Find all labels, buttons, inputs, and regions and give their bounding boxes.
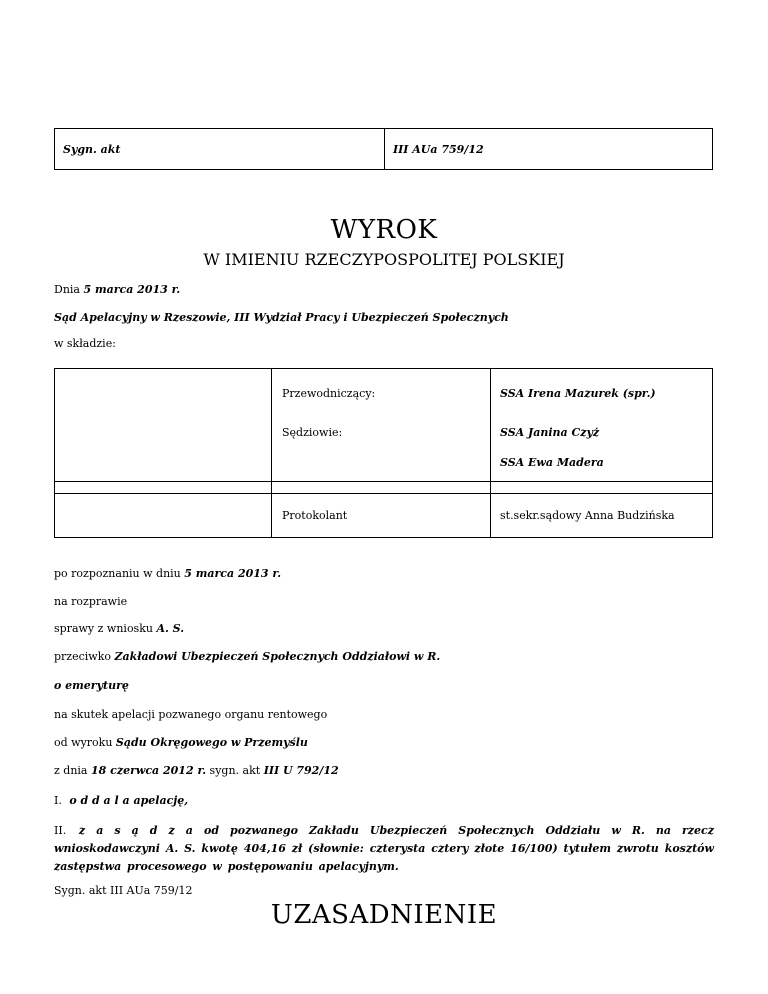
document-subtitle: W IMIENIU RZECZYPOSPOLITEJ POLSKIEJ <box>203 250 565 269</box>
hearing-type: na rozprawie <box>54 595 128 608</box>
respondent: Zakładowi Ubezpieczeń Społecznych Oddziałowi w R. <box>114 650 441 663</box>
lower-file-number: III U 792/12 <box>263 764 339 777</box>
ruling-1-number: I. <box>54 794 62 807</box>
composition-intro: w składzie: <box>54 337 116 350</box>
hearing-prefix: po rozpoznaniu w dniu <box>54 567 185 580</box>
ruling-2-text: z a s ą d z a od pozwanego Zakładu Ubezpieczeń Społecznych Oddziału w R. na rzecz wnioskodawczyni A. S. kwotę 404,16 zł (słownie: czterysta cztery złote 16/100) tytułem zwrotu kosztów zastępstwa procesowego w postępowaniu apelacyjnym. <box>54 824 715 873</box>
table-divider <box>271 369 272 537</box>
footer-case-number: Sygn. akt III AUa 759/12 <box>54 884 193 897</box>
lower-court: Sądu Okręgowego w Przemyślu <box>115 736 308 749</box>
table-divider <box>384 129 385 169</box>
of-date-prefix: z dnia <box>54 764 91 777</box>
case-label: Sygn. akt <box>63 143 121 156</box>
ruling-2 <box>54 822 714 876</box>
court-name: Sąd Apelacyjny w Rzeszowie, III Wydział Pracy i Ubezpieczeń Społecznych <box>54 311 509 324</box>
date-line <box>54 283 180 296</box>
judges-label: Sędziowie: <box>282 426 343 439</box>
document-title: WYROK <box>330 215 438 245</box>
lower-judgment-date: 18 czerwca 2012 r. <box>91 764 207 777</box>
justification-title: UZASADNIENIE <box>270 900 498 930</box>
against-prefix: przeciwko <box>54 650 115 663</box>
file-prefix: sygn. akt <box>206 764 264 777</box>
clerk-label: Protokolant <box>282 509 348 522</box>
applicant: A. S. <box>156 622 185 635</box>
case-prefix: sprawy z wniosku <box>54 622 157 635</box>
case-number-table <box>54 128 713 170</box>
table-divider <box>490 369 491 537</box>
clerk-value: st.sekr.sądowy Anna Budzińska <box>500 509 675 522</box>
lower-court-line <box>54 736 308 749</box>
hearing-date: 5 marca 2013 r. <box>184 567 282 580</box>
ruling-1-text: o d d a l a apelację, <box>69 794 189 807</box>
composition-table <box>54 368 713 538</box>
appeal-line: na skutek apelacji pozwanego organu rentowego <box>54 708 328 721</box>
ruling-2-number: II. <box>54 824 67 837</box>
judge-1: SSA Janina Czyż <box>500 426 600 439</box>
applicant-line <box>54 622 184 635</box>
table-divider <box>55 481 712 482</box>
respondent-line <box>54 650 440 663</box>
judgment-prefix: od wyroku <box>54 736 116 749</box>
ruling-1 <box>54 794 188 807</box>
case-number: III AUa 759/12 <box>393 143 484 156</box>
date-prefix: Dnia <box>54 283 84 296</box>
chair-label: Przewodniczący: <box>282 387 376 400</box>
case-subject: o emeryturę <box>54 679 129 692</box>
table-divider <box>55 493 712 494</box>
judge-2: SSA Ewa Madera <box>500 456 604 469</box>
judgment-date: 5 marca 2013 r. <box>83 283 181 296</box>
hearing-line <box>54 567 281 580</box>
lower-judgment-date-line <box>54 764 339 777</box>
chair-value: SSA Irena Mazurek (spr.) <box>500 387 656 400</box>
